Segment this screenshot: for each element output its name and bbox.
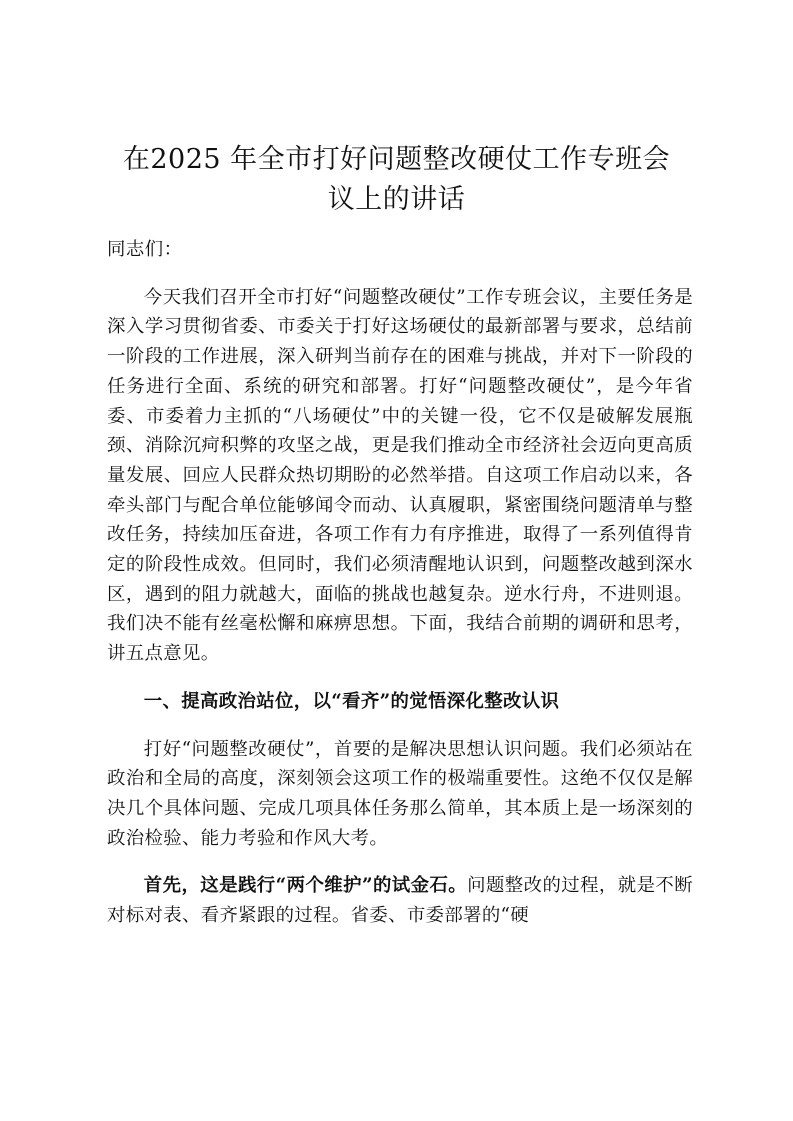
document-body xyxy=(107,235,693,949)
paragraph-lead-text: 首先，这是践行“两个维护”的试金石。 xyxy=(143,875,468,897)
paragraph-intro: 今天我们召开全市打好“问题整改硬仗”工作专班会议，主要任务是深入学习贯彻省委、市委关于打好这场硬仗的最新部署与要求，总结前一阶段的工作进展，深入研判当前存在的困难与挑战，并对下一阶段的任务进行全面、系统的研究和部署。打好“问题整改硬仗”，是今年省委、市委着力主抓的“八场硬仗”中的关键一役，它不仅是破解发展瓶颈、消除沉疴积弊的攻坚之战，更是我们推动全市经济社会迈向更高质量发展、回应人民群众热切期盼的必然举措。自这项工作启动以来，各牵头部门与配合单位能够闻令而动、认真履职，紧密围绕问题清单与整改任务，持续加压奋进，各项工作有力有序推进，取得了一系列值得肯定的阶段性成效。但同时，我们必须清醒地认识到，问题整改越到深水区，遇到的阻力就越大，面临的挑战也越复杂。逆水行舟，不进则退。我们决不能有丝毫松懈和麻痹思想。下面，我结合前期的调研和思考，讲五点意见。 xyxy=(107,286,693,665)
section-heading-1: 一、提高政治站位，以“看齐”的觉悟深化整改认识 xyxy=(143,690,560,712)
paragraph-section-1: 打好“问题整改硬仗”，首要的是解决思想认识问题。我们必须站在政治和全局的高度，深刻领会这项工作的极端重要性。这绝不仅仅是解决几个具体问题、完成几项具体任务那么简单，其本质上是一场深刻的政治检验、能力考验和作风大考。 xyxy=(107,738,693,849)
salutation: 同志们： xyxy=(107,239,183,260)
paragraph-first-point xyxy=(107,871,693,930)
page-title xyxy=(100,140,693,220)
title-line-2: 议上的讲话 xyxy=(327,184,466,215)
title-line-1: 在2025 年全市打好问题整改硬仗工作专班会 xyxy=(122,144,671,175)
paragraph-body-text: 问题整改的过程，就是不断对标对表、看齐紧跟的过程。省委、市委部署的“硬 xyxy=(107,875,693,927)
